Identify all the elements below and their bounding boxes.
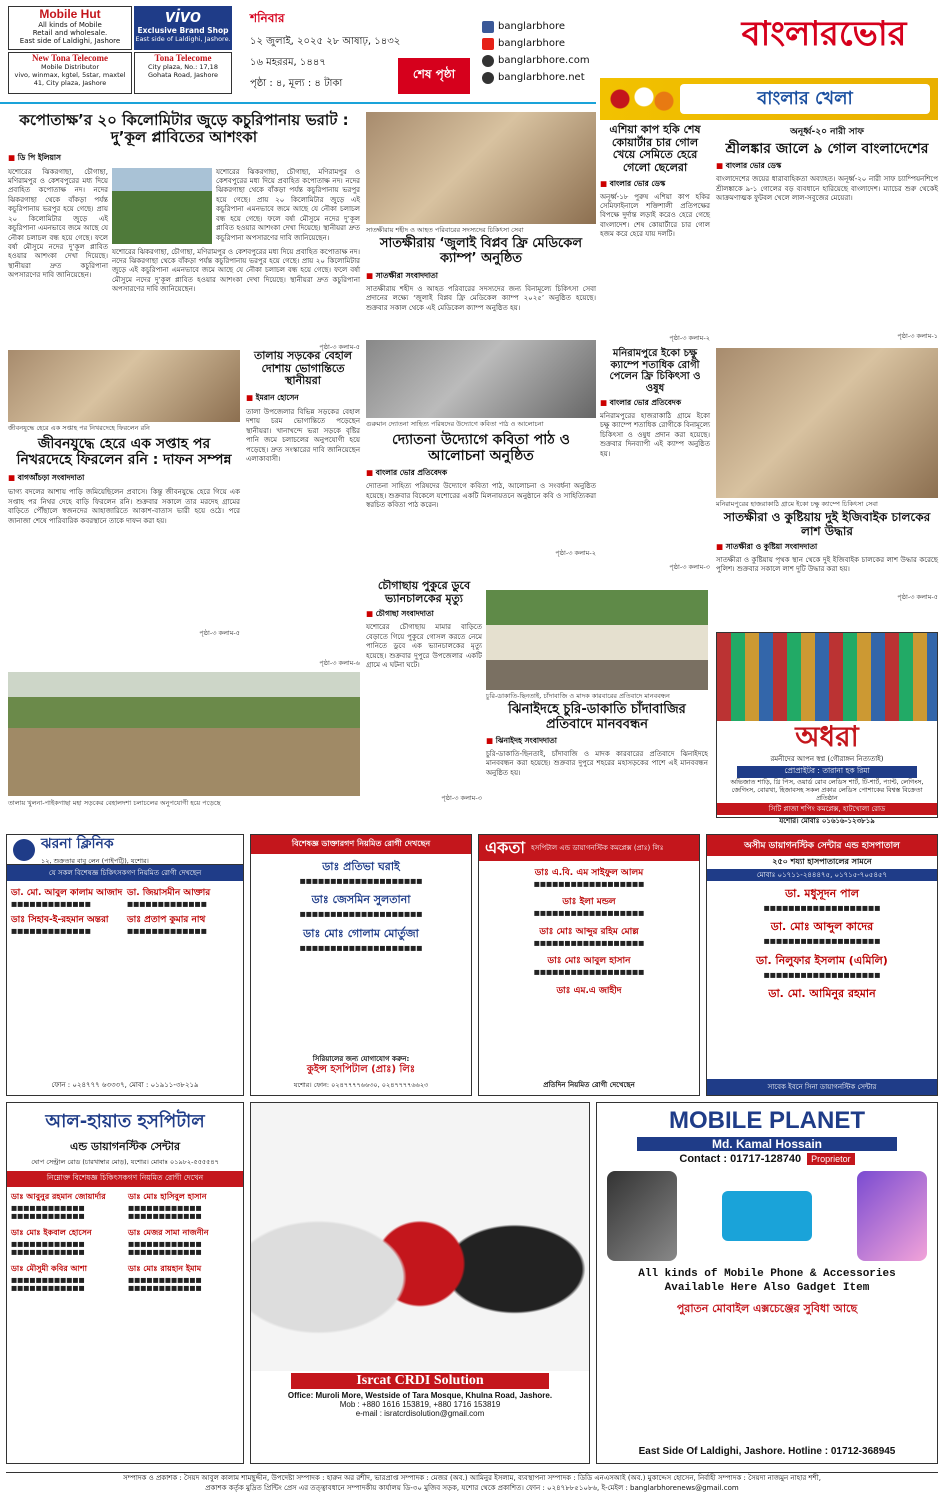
doctor-name: ডাঃ জেসমিন সুলতানা [311, 893, 411, 907]
doctor-degree: ■■■■■■■■■■■■■■■■■■ [533, 968, 645, 977]
date-hijri: ১৬ মহররম, ১৪৪৭ [250, 57, 326, 68]
phone-image-left [607, 1171, 677, 1261]
ad-tona-title: Tona Telecome [154, 53, 212, 63]
headline: কপোতাক্ষ’র ২০ কিলোমিটার জুড়ে কচুরিপানায় ভরাট : দু’কূল প্লাবিতের আশংকা [19, 111, 349, 147]
continue-note: পৃষ্ঠা-৩ কলাম-২ [555, 549, 596, 558]
doctor-name: ডাঃ মোঃ ইকবাল হোসেন [11, 1227, 92, 1237]
doctor-name: ডাঃ প্রতাপ কুমার নাথ [127, 915, 206, 926]
globe-icon [482, 72, 494, 84]
continue-note: পৃষ্ঠা-৩ কলাম-৫ [897, 592, 938, 601]
article-body-col3: যশোরের ঝিকরগাছা, চৌগাছা, মণিরামপুর ও কেশবপুরের মধ্য দিয়ে প্রবাহিত কপোতাক্ষ নদ। নদের ঝিকরগাছা থেকে বাঁকড়া পর্যন্ত কচুরিপানায় ভরপুর হয়ে গেছে। প্রায় ২০ কিলোমিটার জুড়ে এই কচুরিপানা এমনভাবে জমে আছে যে নৌকা চলাচল বন্ধ হয়ে গেছে। ফলে বর্ষা মৌসুমে নদের দু’কূল প্লাবিত হওয়ার আশংকা দেখা দিয়েছে। স্থানীয়রা দ্রুত কচুরিপানা অপসারণের দাবি জানিয়েছেন। [112, 247, 360, 294]
ad-vivo [134, 6, 232, 50]
headline: মনিরামপুরে ইকো চক্ষু ক্যাম্পে শতাধিক রোগী পেলেন ফ্রি চিকিৎসা ও ওষুধ [609, 348, 701, 394]
vivo-logo: vivo [164, 6, 202, 26]
byline: ■ বাংলার ভোর প্রতিবেদক [600, 398, 710, 410]
photo-caption: তালায় খুলনা-পাইকগাছা মহা সড়কের বেহালদশা চলাচলের অনুপযোগী হয়ে পড়েছে [8, 799, 221, 807]
phone-image-right [857, 1171, 927, 1261]
footer-imprint [6, 1472, 938, 1502]
continue-note: পৃষ্ঠা-৩ কলাম-৩ [441, 794, 482, 803]
article-body: সাতক্ষীরা ও কুষ্টিয়ায় পৃথক স্থান থেকে দুই ইজিবাইক চালকের লাশ উদ্ধার করেছে পুলিশ। শুক্রবার সকালে লাশ দুটি উদ্ধার করা হয়। [716, 555, 938, 574]
article-body: দ্যোতনা সাহিত্য পরিষদের উদ্যোগে কবিতা পাঠ, আলোচনা ও সংবর্ধনা অনুষ্ঠিত হয়েছে। শুক্রবার বিকেলে যশোরের একটি মিলনায়তনে অনুষ্ঠানে কবি ও সাহিত্যিকরা স্বরচিত কবিতা পাঠ করেন। [366, 482, 596, 510]
doctor-degree: ■■■■■■■■■■■■ ■■■■■■■■■■■■ [11, 1239, 85, 1257]
queens-contact-label: সিরিয়ালের জন্য যোগাযোগ করুন: [312, 1055, 410, 1063]
sports-banner [600, 78, 938, 120]
adhora-desc: অভিজাত শাড়ি, থ্রি পিস, ওয়ার্ড রোব লেডিস শার্ট, টি-শার্ট, প্যান্ট, লেগিংস, জেগিংস, বোরখা, হিজাবসহ সকল প্রকার লেডিস পোশাকের বিশ্বস্ত বিক্রেতা প্রতিষ্ঠান [730, 778, 924, 802]
alhayat-address: ঘোপ সেন্ট্রাল রোড (চারখাম্বার মোড়), যশোর। মোবাঃ ০১৯৮২-৫৫৫৫৪৭ [31, 1158, 219, 1166]
byline: ■ ডি পি ইলিয়াস [8, 153, 360, 165]
doctor-name: ডাঃ মেজর সামা নাজনীন [128, 1227, 209, 1237]
imprint-line1: সম্পাদক ও প্রকাশক : সৈয়দ আবুল কালাম শামছুদ্দীন, উপদেষ্টা সম্পাদক : হারুন অর রশীদ, ভারপ্রাপ্ত সম্পাদক : মেজর (অব.) আমিনুর ইসলাম, ব্যবস্থাপনা সম্পাদক : ডিডি এনএসআই (অব.) মুকাদ্দেস হোসেন, নির্বাহী সম্পাদক : সৈয়দা নাজমুন নাহার শশী, [123, 1474, 821, 1482]
byline: ■ ঝিনাইদহ সংবাদদাতা [486, 736, 708, 748]
queens-strip: বিশেষজ্ঞ ডাক্তারগণ নিয়মিত রোগী দেখছেন [251, 835, 471, 854]
article-roni [8, 350, 240, 670]
website-url: banglarbhore.com [498, 55, 590, 66]
youtube-handle: banglarbhore [498, 38, 566, 49]
road-photo-block [8, 672, 360, 814]
article-body: অনূর্ধ্ব-১৮ পুরুষ এশিয়া কাপ হকির সেমিফাইনালে শক্তিশালী প্রতিপক্ষের বিপক্ষে দুর্দান্ত লড়াই করেও হেরে গেছে বাংলাদেশ। শেষ কোয়ার্টারে চার গোল হজম করে হেরে যায় দলটি। [600, 192, 710, 239]
ad-vivo-line1: Exclusive Brand Shop [137, 26, 229, 35]
globe-icon [482, 55, 494, 67]
facebook-handle: banglarbhore [498, 21, 566, 32]
doctor-name: ডাঃ এ.বি. এম সাইফুল আলম [534, 868, 644, 878]
asim-phone: মোবাঃ ০১৭১১-২৪৪৪৭৫, ০১৭১৫-৭০৫৪৫৭ [707, 869, 937, 881]
adhora-owner: প্রোপ্রাইটর : তারানা হক রিমা [737, 766, 917, 778]
article-body: যশোরের চৌগাছায় মামার বাড়িতে বেড়াতে গিয়ে পুকুরে গোসল করতে নেমে পানিতে ডুবে এক ভ্যানচালকের মৃত্যু হয়েছে। শুক্রবার দুপুরে উপজেলার একটি গ্রামে এ ঘটনা ঘটে। [366, 623, 482, 670]
doctor-degree: ■■■■■■■■■■■■■■■■■■ [533, 880, 645, 888]
doctor-degree: ■■■■■■■■■■■■ ■■■■■■■■■■■■ [11, 1275, 85, 1293]
website2-link[interactable] [482, 69, 602, 86]
jharna-title: ঝরনা ক্লিনিক [41, 836, 114, 852]
day-label: শনিবার [250, 11, 285, 25]
ad-mobile-hut-line3: East side of Laldighi, Jashore [19, 37, 121, 45]
byline: ■ সাতক্ষীরা সংবাদদাতা [366, 271, 596, 283]
doctor-degree: ■■■■■■■■■■■■■■■■■■■ [763, 937, 881, 946]
clothing-photo [717, 633, 937, 721]
adhora-address: সিটি প্লাজা শপিং কমপ্লেক্স, হাটখোলা রোড [717, 803, 937, 815]
youtube-icon [482, 38, 494, 50]
website-link[interactable] [482, 52, 602, 69]
article-body: বাংলাদেশের জয়ের ধারাবাহিকতা অব্যাহত। অনূর্ধ্ব-২০ নারী সাফ চ্যাম্পিয়নশিপে শ্রীলঙ্কাকে ৯-১ গোলের বড় ব্যবধানে হারিয়েছে বাংলাদেশ। ম্যাচের শুরু থেকেই আক্রমণাত্মক ফুটবল খেলে লাল-সবুজের মেয়েরা। [716, 175, 938, 202]
doctor-name: ডাঃ ইলা মন্ডল [562, 897, 616, 908]
mobile-planet-proprietor: Proprietor [807, 1153, 855, 1165]
ad-isrcat [250, 1102, 590, 1464]
poetry-event-photo [366, 340, 596, 418]
doctor-degree: ■■■■■■■■■■■■■ [127, 927, 207, 936]
doctor-degree: ■■■■■■■■■■■■ ■■■■■■■■■■■■ [128, 1275, 202, 1293]
date-gregorian-bengali: ১২ জুলাই, ২০২৫ ২৮ আষাঢ়, ১৪৩২ [250, 36, 401, 47]
doctor-degree: ■■■■■■■■■■■■■■■■■■■■ [299, 877, 423, 885]
photo-caption: সাতক্ষীরায় শহীদ ও আহত পরিবারের সদস্যদের চিকিৎসা সেবা [366, 226, 524, 234]
asim-sub: ২৫০ শয্যা হাসপাতালের সামনে [772, 857, 872, 866]
mobile-planet-bangla: পুরাতন মোবাইল এক্সচেঞ্জের সুবিধা আছে [676, 1301, 858, 1315]
article-jhenaidah [486, 590, 708, 814]
headline: চৌগাছায় পুকুরে ডুবে ভ্যানচালকের মৃত্যু [377, 579, 471, 605]
byline: ■ সাতক্ষীরা ও কুষ্টিয়া সংবাদদাতা [716, 542, 938, 554]
doctor-name: ডা. মো. আমিনুর রহমান [768, 987, 876, 1001]
continue-note: পৃষ্ঠা-৩ কলাম-৫ [199, 629, 240, 638]
headline: দ্যোতনা উদ্যোগে কবিতা পাঠ ও আলোচনা অনুষ্ঠিত [392, 432, 570, 465]
ad-ekota-hospital [478, 834, 700, 1096]
queens-name: কুইন্স হসপিটাল (প্রাঃ) লিঃ [306, 1064, 416, 1075]
doctor-degree: ■■■■■■■■■■■■ ■■■■■■■■■■■■ [11, 1204, 85, 1221]
ad-mobile-hut-line1: All kinds of Mobile [38, 21, 102, 29]
byline: ■ ইমরান হোসেন [246, 393, 360, 405]
sports-banner-label: বাংলার খেলা [757, 87, 853, 109]
doctor-name: ডাঃ মোঃ গোলাম মোর্তুজা [303, 926, 419, 940]
mobile-planet-title: MOBILE PLANET [669, 1107, 865, 1134]
ad-asim-diagnostic [706, 834, 938, 1096]
adhora-sub: রমনীদের আপন স্বপ্ন (গৌরাঙ্গন নিত্যতাই) [770, 755, 884, 763]
ad-new-tona-title: New Tona Telecome [31, 53, 108, 63]
alhayat-title: আল-হায়াত হসপিটাল [45, 1111, 205, 1132]
article-chougachha [366, 580, 482, 814]
river-photo [112, 168, 212, 244]
mobile-planet-address: East Side Of Laldighi, Jashore. Hotline : 01712-368945 [638, 1446, 896, 1457]
doctor-name: ডাঃ সিহাব-ই-রহমান অন্তরা [11, 915, 109, 926]
article-satkhira-camp [366, 112, 596, 334]
continue-note: পৃষ্ঠা-৩ কলাম-৬ [319, 658, 360, 667]
article-body: মনিরামপুরের হাজরাকাঠি গ্রামে ইকো চক্ষু ক্যাম্পে শতাধিক রোগীকে বিনামূল্যে চিকিৎসা ও ওষুধ প্রদান করা হয়েছে। শুক্রবার দিনব্যাপী এই ক্যাম্প অনুষ্ঠিত হয়। [600, 412, 710, 458]
headline: ঝিনাইদহে চুরি-ডাকাতি চাঁদাবাজির প্রতিবাদে মানববন্ধন [508, 702, 686, 733]
doctor-degree: ■■■■■■■■■■■■ ■■■■■■■■■■■■ [128, 1239, 202, 1257]
photo-caption: চুরি-ডাকাতি-ছিনতাই, চাঁদাবাজি ও মাদক কারবারের প্রতিবাদে মানববন্ধন [486, 692, 670, 700]
article-talay [246, 350, 360, 670]
ad-queens-hospital [250, 834, 472, 1096]
facebook-icon [482, 21, 494, 33]
doctor-name: ডাঃ মোঃ আব্দুর রহিম মোল্ল [539, 926, 639, 937]
isrcat-line1: Office: Muroli More, Westside of Tara Mosque, Khulna Road, Jashore. [287, 1391, 553, 1400]
asim-title: অসীম ডায়াগনস্টিক সেন্টার এন্ড হাসপাতাল [707, 835, 937, 856]
scooters-image [251, 1103, 589, 1371]
doctor-name: ডাঃ প্রতিভা ঘরাই [322, 860, 400, 873]
doctor-name: ডাঃ মোঃ হাসিবুল হাসান [128, 1192, 207, 1201]
mobile-planet-logo [722, 1191, 812, 1241]
headline: শ্রীলঙ্কার জালে ৯ গোল বাংলাদেশের [725, 141, 929, 157]
asim-footer: সাবেক ইবনে সিনা ডায়াগনস্টিক সেন্টার [707, 1079, 937, 1095]
doctor-name: ডাঃ মৌসুমী কবির আশা [11, 1263, 87, 1273]
isrcat-line2: Mob : +880 1616 153819, +880 1716 153819 [339, 1400, 501, 1409]
photo-caption: গুরুমান দ্যোতনা সাহিত্য পরিষদের উদ্যোগে কবিতা পাঠ ও আলোচনা [366, 420, 544, 428]
ekota-title: একতা [485, 837, 526, 857]
doctor-degree: ■■■■■■■■■■■■■■■■■■ [533, 938, 645, 947]
adhora-phone: যশোর। মোবাঃ ০১৬১৬-১২৩৮১৯ [779, 817, 875, 826]
photo-caption: জীবনযুদ্ধে হেরে এক সপ্তাহ পর নিখরদেহে ফিরলেন রনি [8, 424, 150, 432]
page-price: পৃষ্ঠা : ৪, মূল্য : ৪ টাকা [250, 78, 343, 89]
isrcat-line3: e-mail : isratcrdisolution@gmail.com [355, 1409, 485, 1418]
ekota-sub: হসপিটাল এন্ড ডায়াগনস্টিক কমপ্লেক্স (প্রাঃ) লিঃ [531, 844, 664, 852]
alhayat-strip: নিম্নোক্ত বিশেষজ্ঞ চিকিৎসকগণ নিয়মিত রোগী দেখেন [7, 1171, 243, 1187]
ekota-footer: প্রতিদিন নিয়মিত রোগী দেখেছেন [543, 1081, 635, 1089]
doctor-name: ডা. মধুসূদন পাল [785, 887, 859, 900]
last-page-label: শেষ পৃষ্ঠা [412, 67, 456, 81]
sports-banner-title [680, 84, 930, 114]
jharna-phone: ফোন : ০২৪৭৭৭ ৬৩৩৩৭, মোবা : ০১৯১১-৩৮২১৯ [51, 1081, 199, 1089]
doctor-degree: ■■■■■■■■■■■■■■■■■■■ [763, 904, 881, 912]
doctor-degree: ■■■■■■■■■■■■ ■■■■■■■■■■■■ [128, 1204, 202, 1221]
ad-tona-line1: City plaza, No.: 17,18 [148, 63, 218, 71]
headline: তালায় সড়কের বেহাল দোশায় ভোগান্তিতে স্থানীয়রা [253, 349, 352, 388]
mobile-planet-contact: Contact : 01717-128740 [679, 1153, 802, 1165]
doctor-degree: ■■■■■■■■■■■■■ [127, 900, 207, 908]
isrcat-title: Isrcat CRDI Solution [291, 1373, 549, 1389]
headline: সাতক্ষীরা ও কুষ্টিয়ায় দুই ইজিবাইক চালকের লাশ উদ্ধার [723, 510, 931, 538]
article-monirampur [600, 348, 710, 584]
medical-camp-photo [366, 112, 596, 224]
doctor-name: ডা. জিয়াসমীন আক্তার [127, 888, 211, 898]
continue-note: পৃষ্ঠা-৩ কলাম-১ [897, 332, 938, 341]
headline: জীবনযুদ্ধে হেরে এক সপ্তাহ পর নিখরদেহে ফিরলেন রনি : দাফন সম্পন্ন [16, 436, 232, 469]
social-links [482, 18, 602, 86]
ad-new-tona [8, 52, 132, 94]
article-kopotakkho [8, 111, 360, 351]
website2-url: banglarbhore.net [498, 72, 585, 83]
doctor-degree: ■■■■■■■■■■■■■■■■■■■ [763, 970, 881, 979]
alhayat-sub: এন্ড ডায়াগনস্টিক সেন্টার [70, 1140, 180, 1153]
logo-text: বাংলারভোর [741, 13, 907, 54]
doctor-degree: ■■■■■■■■■■■■■ [11, 900, 91, 908]
last-page-badge [398, 58, 470, 94]
ad-vivo-line2: East side of Laldighi, Jashore. [135, 35, 231, 43]
jharna-strip: যে সকল বিশেষজ্ঞ চিকিৎসকগণ নিয়মিত রোগী দেখছেন [7, 865, 243, 881]
adhora-title: অধরা [795, 720, 859, 753]
flooded-road-photo [8, 672, 360, 796]
ad-mobile-hut [8, 6, 132, 50]
ad-alhayat-hospital [6, 1102, 244, 1464]
continue-note: পৃষ্ঠা-৩ কলাম-৩ [669, 563, 710, 571]
doctor-name: ডাঃ আবুনুর রহমান জোয়ার্দার [11, 1192, 106, 1201]
doctor-name: ডাঃ মোঃ রায়হান ইমাম [128, 1263, 202, 1273]
doctor-degree: ■■■■■■■■■■■■■ [11, 927, 91, 936]
mobile-planet-owner: Md. Kamal Hossain [637, 1137, 897, 1151]
ad-mobile-planet [596, 1102, 938, 1464]
header-rule [0, 102, 596, 104]
imprint-line2: প্রকাশক কর্তৃক মুদ্রিত প্রিন্টিং প্রেস এর তত্ত্বাবধানে সম্পাদকীয় কার্যালয় ডি-৩০ মুজিব সড়ক, যশোর থেকে প্রকাশিত। ফোন : ০২৪৭৮৮৫১০৮৬, ই-মেইল : banglarbhorenews@gmail.com [205, 1484, 739, 1493]
masthead-logo [710, 6, 938, 66]
jharna-address: ১২, শুক্রতার বাবু লেন (পাইপট্টি), যশোর। [41, 857, 149, 865]
article-body: যশোরের ঝিকরগাছা, চৌগাছা, মণিরামপুর ও কেশবপুরের মধ্য দিয়ে প্রবাহিত কপোতাক্ষ নদ। নদের ঝিকরগাছা থেকে বাঁকড়া পর্যন্ত কচুরিপানায় ভরপুর হয়ে গেছে। প্রায় ২০ কিলোমিটার জুড়ে এই কচুরিপানা এমনভাবে জমে আছে যে নৌকা চলাচল বন্ধ হয়ে গেছে। ফলে বর্ষা মৌসুমে নদের দু’কূল প্লাবিত হওয়ার আশংকা দেখা দিয়েছে। স্থানীয়রা দ্রুত কচুরিপানা অপসারণের দাবি জানিয়েছেন। [8, 167, 108, 280]
facebook-link[interactable] [482, 18, 602, 35]
byline: ■ বাংলার ভোর ডেস্ক [716, 161, 938, 173]
article-body-col2: যশোরের ঝিকরগাছা, চৌগাছা, মণিরামপুর ও কেশবপুরের মধ্য দিয়ে প্রবাহিত কপোতাক্ষ নদ। নদের ঝিকরগাছা থেকে বাঁকড়া পর্যন্ত কচুরিপানায় ভরপুর হয়ে গেছে। প্রায় ২০ কিলোমিটার জুড়ে এই কচুরিপানা এমনভাবে জমে আছে যে নৌকা চলাচল বন্ধ হয়ে গেছে। ফলে বর্ষা মৌসুমে নদের দু’কূল প্লাবিত হওয়ার আশংকা দেখা দিয়েছে। স্থানীয়রা দ্রুত কচুরিপানা অপসারণের দাবি জানিয়েছেন। [216, 167, 360, 242]
doctor-name: ডাঃ মোঃ আবুল হাসান [547, 956, 631, 967]
human-chain-photo [486, 590, 708, 690]
doctor-name: ডা. নিলুফার ইসলাম (এমিলি) [756, 953, 888, 967]
article-srilanka [716, 124, 938, 344]
eye-camp-photo [716, 348, 938, 498]
ad-tona [134, 52, 232, 94]
queens-phone: যশোর। ফোন: ০২৪৭৭৭৭৬৬৩০, ০২৪৭৭৭৭৬৬২৩ [293, 1081, 429, 1089]
kicker: অনূর্ধ্ব-২০ নারী সাফ [790, 127, 864, 137]
header [0, 0, 945, 109]
ad-tona-line2: Gohata Road, Jashore [147, 71, 219, 79]
mobile-planet-tagline: All kinds of Mobile Phone & Accessories Available Here Also Gadget Item [638, 1268, 896, 1295]
ad-new-tona-line1: Mobile Distributor [40, 63, 100, 71]
article-asia-cup [600, 124, 710, 344]
headline: এশিয়া কাপ হকি শেষ কোয়ার্টার চার গোল খেয়ে সেমিতে হেরে গেলো ছেলেরা [609, 123, 701, 174]
article-body: চুরি-ডাকাতি-ছিনতাই, চাঁদাবাজি ও মাদক কারবারের প্রতিবাদে ঝিনাইদহে মানববন্ধন করা হয়েছে। শুক্রবার দুপুরে শহরের মহাসড়কের পাশে এই মানববন্ধন অনুষ্ঠিত হয়। [486, 750, 708, 777]
doctor-name: ডাঃ এম.এ জাহীদ [556, 985, 622, 996]
byline: ■ বাগআঁচড়া সংবাদদাতা [8, 473, 240, 485]
article-body: সাতক্ষীরায় শহীদ ও আহত পরিবারের সদস্যদের জন্য বিনামূল্যে চিকিৎসা সেবা প্রদানের লক্ষ্যে ‘জুলাই বিপ্লব ফ্রি মেডিকেল ক্যাম্প ২০২৫’ অনুষ্ঠিত হয়েছে। শুক্রবার সকাল থেকে এই মেডিকেল ক্যাম্প অনুষ্ঠিত হয়। [366, 285, 596, 312]
article-body: তালা উপজেলার বিভিন্ন সড়কের বেহাল দশায় চরম ভোগান্তিতে পড়েছেন স্থানীয়রা। খানাখন্দে ভরা সড়কে বৃষ্টির পানি জমে চলাচলের অনুপযোগী হয়ে পড়েছে। দ্রুত সংস্কারের দাবি জানিয়েছেন এলাকাবাসী। [246, 407, 360, 464]
doctor-degree: ■■■■■■■■■■■■■■■■■■ [533, 909, 645, 918]
byline: ■ বাংলার ভোর ডেস্ক [600, 179, 710, 191]
ad-new-tona-line3: 41, City plaza, Jashore [33, 79, 107, 87]
article-satkhira-kushtia [716, 348, 938, 626]
article-dyotona [366, 340, 596, 576]
continue-note: পৃষ্ঠা-৩ কলাম-২ [669, 333, 710, 342]
ad-mobile-hut-line2: Retail and wholesale. [32, 29, 108, 37]
ad-jharna-clinic [6, 834, 244, 1096]
sports-balls-image [600, 78, 680, 120]
headline: সাতক্ষীরায় ‘জুলাই বিপ্লব ফ্রি মেডিকেল ক্যাম্প’ অনুষ্ঠিত [379, 236, 583, 267]
ad-mobile-hut-title: Mobile Hut [39, 7, 101, 21]
funeral-photo [8, 350, 240, 422]
continue-note: পৃষ্ঠা-৩ কলাম-৫ [319, 342, 360, 351]
article-body: ভাগ্য বদলের আশায় পাড়ি জমিয়েছিলেন প্রবাসে। কিন্তু জীবনযুদ্ধে হেরে গিয়ে এক সপ্তাহ পর নিথর দেহে বাড়ি ফিরলেন রনি। শুক্রবার সকালে তার মরদেহ গ্রামের বাড়িতে পৌঁছালে স্বজনদের আহাজারিতে আকাশ-বাতাস ভারী হয়ে ওঠে। পরে জানাজা শেষে পারিবারিক কবরস্থানে তাকে দাফন করা হয়। [8, 488, 240, 525]
clinic-logo-icon [13, 839, 35, 861]
byline: ■ বাংলার ভোর প্রতিবেদক [366, 468, 596, 480]
doctor-degree: ■■■■■■■■■■■■■■■■■■■■ [299, 910, 423, 919]
doctor-name: ডা. মোঃ আব্দুল কাদের [770, 920, 874, 934]
doctor-name: ডা. মো. আবুল কালাম আজাদ [11, 888, 123, 898]
photo-caption: মনিরামপুরের হাজরাকাঠি গ্রামে ইকো চক্ষু ক্যাম্পে চিকিৎসা সেবা [716, 500, 878, 508]
doctor-degree: ■■■■■■■■■■■■■■■■■■■■ [299, 943, 423, 952]
ad-new-tona-line2: vivo, winmax, kgtel, 5star, maxtel [14, 71, 126, 79]
ad-adhora [716, 632, 938, 826]
youtube-link[interactable] [482, 35, 602, 52]
byline: ■ চৌগাছা সংবাদদাতা [366, 609, 482, 621]
